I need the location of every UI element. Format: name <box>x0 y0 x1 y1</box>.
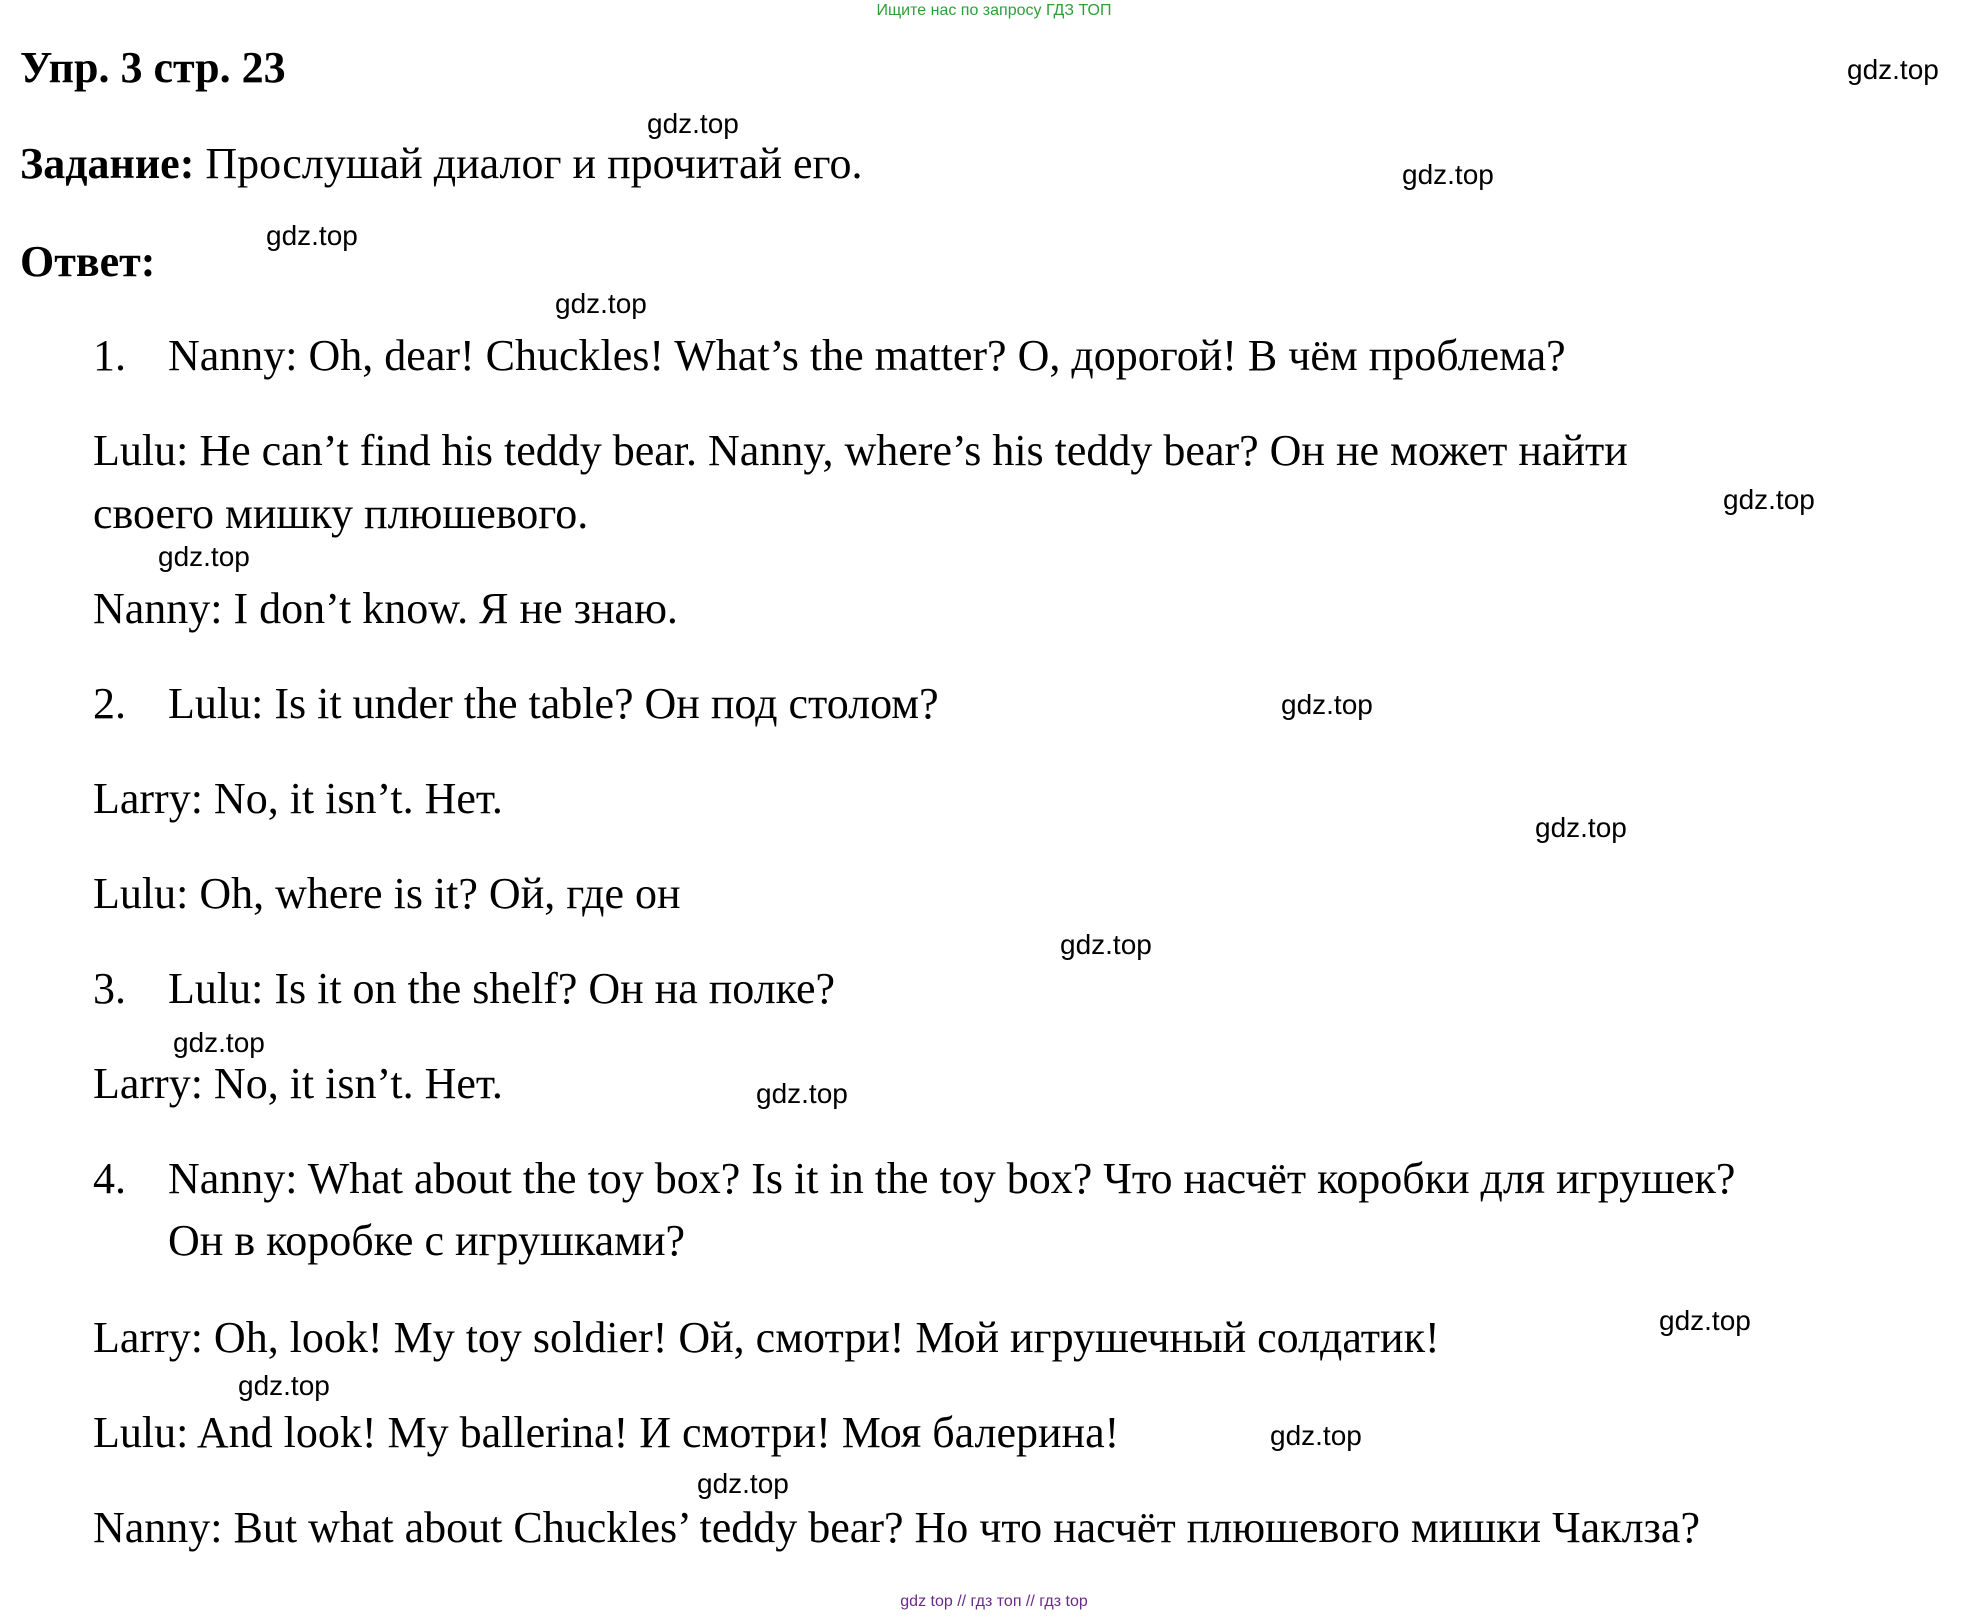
item-number: 4. <box>93 1154 126 1203</box>
line-text: Nanny: Oh, dear! Chuckles! What’s the matter? О, дорогой! В чём проблема? <box>168 331 1566 380</box>
dialogue-line: Larry: Oh, look! My toy soldier! Ой, смотри! Мой игрушечный солдатик! <box>93 1313 1440 1362</box>
watermark: gdz.top <box>1659 1305 1751 1336</box>
item-number: 2. <box>93 679 126 728</box>
watermark: gdz.top <box>238 1370 330 1401</box>
watermark: gdz.top <box>1281 689 1373 720</box>
dialogue-line <box>93 1153 1735 1204</box>
watermark: gdz.top <box>1060 929 1152 960</box>
line-text: Lulu: Is it on the shelf? Он на полке? <box>168 964 836 1013</box>
watermark: gdz.top <box>1723 484 1815 515</box>
watermark: gdz.top <box>555 288 647 319</box>
dialogue-line: Lulu: Oh, where is it? Ой, где он <box>93 869 681 918</box>
line-text: Nanny: What about the toy box? Is it in the toy box? Что насчёт коробки для игрушек? <box>168 1154 1736 1203</box>
line-text: Lulu: Is it under the table? Он под столом? <box>168 679 939 728</box>
watermark: gdz.top <box>1847 54 1939 85</box>
task-label: Задание: <box>20 139 195 188</box>
task-text: Прослушай диалог и прочитай его. <box>205 139 863 188</box>
dialogue-line: Lulu: He can’t find his teddy bear. Nanny, where’s his teddy bear? Он не может найти <box>93 426 1628 475</box>
dialogue-line: Nanny: I don’t know. Я не знаю. <box>93 584 678 633</box>
dialogue-line <box>93 330 1566 381</box>
watermark: gdz.top <box>1535 812 1627 843</box>
dialogue-line: Он в коробке с игрушками? <box>168 1216 686 1265</box>
watermark: gdz.top <box>158 541 250 572</box>
dialogue-line: Larry: No, it isn’t. Нет. <box>93 1059 503 1108</box>
item-number: 3. <box>93 964 126 1013</box>
dialogue-line: Nanny: But what about Chuckles’ teddy bear? Но что насчёт плюшевого мишки Чаклза? <box>93 1503 1700 1552</box>
answer-label: Ответ: <box>20 237 156 286</box>
dialogue-line <box>93 678 939 729</box>
watermark: gdz.top <box>647 108 739 139</box>
item-number: 1. <box>93 331 126 380</box>
watermark: gdz.top <box>266 220 358 251</box>
watermark: gdz.top <box>1402 159 1494 190</box>
task-line <box>20 138 863 189</box>
watermark: gdz.top <box>173 1027 265 1058</box>
dialogue-line: своего мишку плюшевого. <box>93 489 589 538</box>
watermark: gdz.top <box>697 1468 789 1499</box>
watermark: gdz.top <box>1270 1420 1362 1451</box>
top-banner: Ищите нас по запросу ГДЗ ТОП <box>876 2 1112 19</box>
dialogue-line: Larry: No, it isn’t. Нет. <box>93 774 503 823</box>
watermark: gdz.top <box>756 1078 848 1109</box>
bottom-banner: gdz top // гдз топ // гдз top <box>900 1593 1088 1610</box>
dialogue-line: Lulu: And look! My ballerina! И смотри! Моя балерина! <box>93 1408 1120 1457</box>
dialogue-line <box>93 963 835 1014</box>
exercise-title: Упр. 3 стр. 23 <box>20 43 286 92</box>
